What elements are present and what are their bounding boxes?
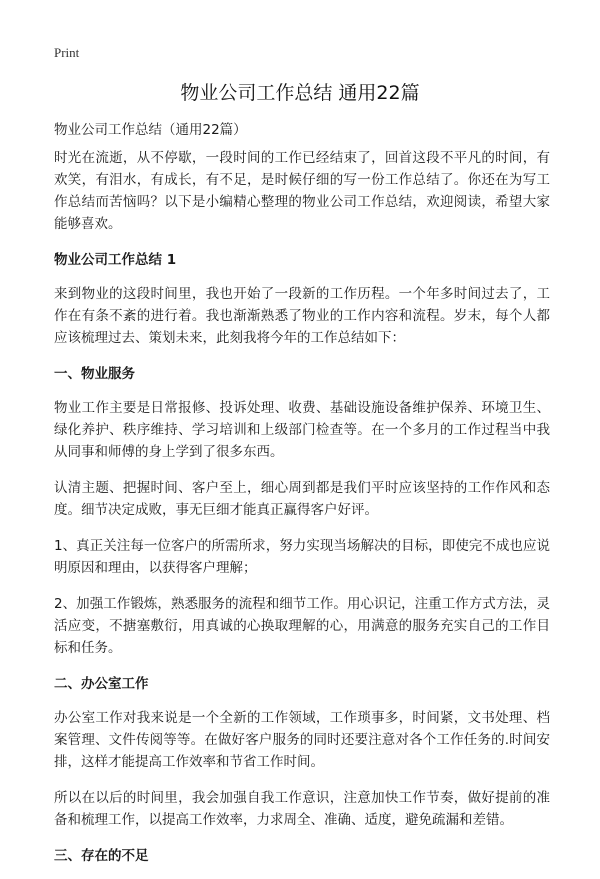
section1-paragraph-2: 认清主题、把握时间、客户至上，细心周到都是我们平时应该坚持的工作作风和态度。细节决定成败，事无巨细才能真正赢得客户好评。 bbox=[54, 480, 550, 518]
section-heading-property-service: 一、物业服务 bbox=[54, 366, 135, 382]
section1-paragraph-1: 物业工作主要是日常报修、投诉处理、收费、基础设施设备维护保养、环境卫生、绿化养护、秩序维持、学习培训和上级部门检查等。在一个多月的工作过程当中我从同事和师傅的身上学到了很多东西。 bbox=[54, 400, 550, 460]
section2-paragraph-2: 所以在以后的时间里，我会加强自我工作意识，注意加快工作节奏，做好提前的准备和梳理工作，以提高工作效率，力求周全、准确、适度，避免疏漏和差错。 bbox=[54, 790, 550, 828]
document-subtitle: 物业公司工作总结（通用22篇） bbox=[54, 122, 247, 138]
section2-paragraph-1: 办公室工作对我来说是一个全新的工作领域，工作琐事多，时间紧，文书处理、档案管理、文件传阅等等。在做好客户服务的同时还要注意对各个工作任务的.时间安排，这样才能提高工作效率和节省工作时间。 bbox=[54, 710, 550, 770]
section-heading-shortcomings: 三、存在的不足 bbox=[54, 848, 149, 864]
document-body bbox=[54, 119, 550, 879]
intro-paragraph: 时光在流逝，从不停歇，一段时间的工作已经结束了，回首这段不平凡的时间，有欢笑，有泪水，有成长，有不足，是时候仔细的写一份工作总结了。你还在为写工作总结而苦恼吗？以下是小编精心整理的物业公司工作总结，欢迎阅读，希望大家能够喜欢。 bbox=[54, 150, 550, 232]
section1-paragraph-4: 2、加强工作锻炼，熟悉服务的流程和细节工作。用心识记，注重工作方式方法，灵活应变，不搪塞敷衍，用真诚的心换取理解的心，用满意的服务充实自己的工作目标和任务。 bbox=[54, 596, 550, 656]
page-title: 物业公司工作总结 通用22篇 bbox=[180, 82, 420, 104]
article-heading: 物业公司工作总结 1 bbox=[54, 252, 177, 268]
section-heading-office-work: 二、办公室工作 bbox=[54, 676, 149, 692]
print-link[interactable]: Print bbox=[54, 45, 80, 60]
section1-paragraph-3: 1、真正关注每一位客户的所需所求，努力实现当场解决的目标，即使完不成也应说明原因和理由，以获得客户理解； bbox=[54, 538, 550, 576]
article-intro-paragraph: 来到物业的这段时间里，我也开始了一段新的工作历程。一个年多时间过去了，工作在有条不紊的进行着。我也渐渐熟悉了物业的工作内容和流程。岁末，每个人都应该梳理过去、策划未来，此刻我将今年的工作总结如下： bbox=[54, 286, 550, 346]
